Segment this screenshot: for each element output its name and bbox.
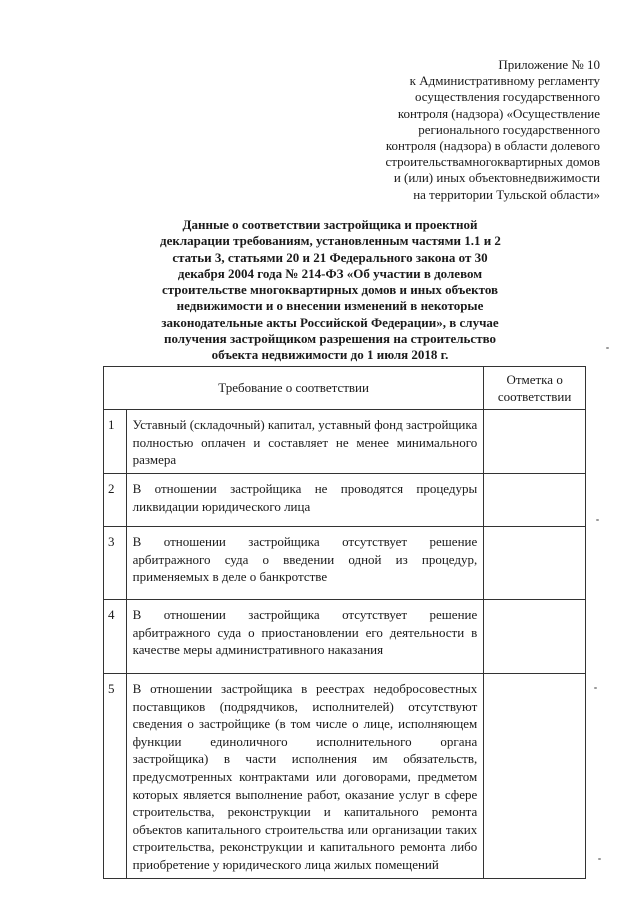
requirement-line: строительства, реконструкции и капитального ремонта либо xyxy=(132,839,478,855)
appendix-line: контроля (надзора) в области долевого xyxy=(385,138,600,154)
document-title xyxy=(160,217,500,364)
title-line: объекта недвижимости до 1 июля 2018 г. xyxy=(211,347,449,363)
table-row xyxy=(104,410,586,474)
title-line: недвижимости и о внесении изменений в некоторые xyxy=(176,298,484,314)
title-line: законодательные акты Российской Федерации», в случае xyxy=(161,314,499,330)
compliance-mark-cell[interactable] xyxy=(484,674,586,879)
requirement-line: качестве меры административного наказания xyxy=(132,642,384,658)
requirement-text xyxy=(126,527,484,600)
requirement-line: В отношении застройщика в реестрах недобросовестных xyxy=(132,681,478,696)
row-number: 3 xyxy=(104,527,127,600)
title-line: Данные о соответствии застройщика и проектной xyxy=(182,217,478,232)
compliance-mark-cell[interactable] xyxy=(484,527,586,600)
mark-header-line: соответствии xyxy=(497,389,572,404)
requirement-text xyxy=(126,474,484,527)
requirement-line: В отношении застройщика не проводятся процедуры xyxy=(132,481,478,496)
title-line: декларации требованиям, установленным частями 1.1 и 2 xyxy=(160,233,501,249)
requirement-line: В отношении застройщика отсутствует решение xyxy=(132,534,478,549)
appendix-line: к Административному регламенту xyxy=(409,73,600,89)
title-line: декабря 2004 года № 214-ФЗ «Об участии в долевом xyxy=(177,265,483,281)
appendix-line: и (или) иных объектовнедвижимости xyxy=(393,170,600,186)
requirement-line: объектов капитального строительства или организации таких xyxy=(132,821,478,837)
scan-speck xyxy=(596,519,599,521)
table-row xyxy=(104,600,586,674)
requirement-line: строительства, реконструкции и капитального ремонта xyxy=(132,804,478,820)
compliance-mark-cell[interactable] xyxy=(484,474,586,527)
requirement-line: полностью оплачен и составляет не менее минимального xyxy=(132,434,478,450)
title-line: строительстве многоквартирных домов и иных объектов xyxy=(161,282,499,298)
requirement-line: ликвидации юридического лица xyxy=(132,498,311,514)
appendix-line: осуществления государственного xyxy=(414,89,600,105)
requirement-line: В отношении застройщика отсутствует решение xyxy=(132,607,478,622)
row-number: 4 xyxy=(104,600,127,674)
requirement-text xyxy=(126,410,484,474)
scan-speck xyxy=(598,858,601,860)
requirement-line: арбитражного суда о приостановлении его деятельности в xyxy=(132,624,478,640)
table-row xyxy=(104,527,586,600)
requirement-line: приобретение у юридического лица жилых помещений xyxy=(132,856,439,872)
title-line: получения застройщиком разрешения на строительство xyxy=(163,331,497,347)
requirement-line: арбитражного суда о введении одной из процедур, xyxy=(132,551,478,567)
requirement-line: поставщиков (подрядчиков, исполнителей) отсутствуют xyxy=(132,698,478,714)
table-row xyxy=(104,474,586,527)
appendix-line: контроля (надзора) «Осуществление xyxy=(397,105,600,121)
appendix-line: на территории Тульской области» xyxy=(413,186,600,202)
table-header-row xyxy=(104,367,586,410)
requirement-line: застройщика) в части исполнения им обязательств, xyxy=(132,751,478,767)
requirement-line: Уставный (складочный) капитал, уставный фонд застройщика xyxy=(132,417,478,432)
requirement-line: размера xyxy=(132,452,177,468)
appendix-header xyxy=(340,57,600,203)
requirement-line: предусмотренных контрактами или договорами, предметом xyxy=(132,768,478,784)
requirement-line: которых является выполнение работ, оказание услуг в сфере xyxy=(132,786,478,802)
appendix-line: строительствамногоквартирных домов xyxy=(385,154,600,170)
table-row xyxy=(104,674,586,879)
requirements-table xyxy=(103,366,586,879)
compliance-mark-cell[interactable] xyxy=(484,600,586,674)
requirement-column-header: Требование о соответствии xyxy=(104,367,484,410)
appendix-line: регионального государственного xyxy=(418,121,600,137)
row-number: 5 xyxy=(104,674,127,879)
mark-column-header xyxy=(484,367,586,410)
requirement-text xyxy=(126,674,484,879)
scan-speck xyxy=(606,347,609,349)
requirement-line: применяемых в деле о банкротстве xyxy=(132,569,328,585)
row-number: 2 xyxy=(104,474,127,527)
requirement-line: сведения о застройщике (в том числе о лице, исполняющем xyxy=(132,716,478,732)
requirement-text xyxy=(126,600,484,674)
appendix-line: Приложение № 10 xyxy=(498,57,600,72)
scan-speck xyxy=(594,687,597,689)
compliance-mark-cell[interactable] xyxy=(484,410,586,474)
mark-header-line: Отметка о xyxy=(506,372,563,387)
title-line: статьи 3, статьями 20 и 21 Федерального закона от 30 xyxy=(172,249,488,265)
requirement-line: функции единоличного исполнительного органа xyxy=(132,733,478,749)
row-number: 1 xyxy=(104,410,127,474)
